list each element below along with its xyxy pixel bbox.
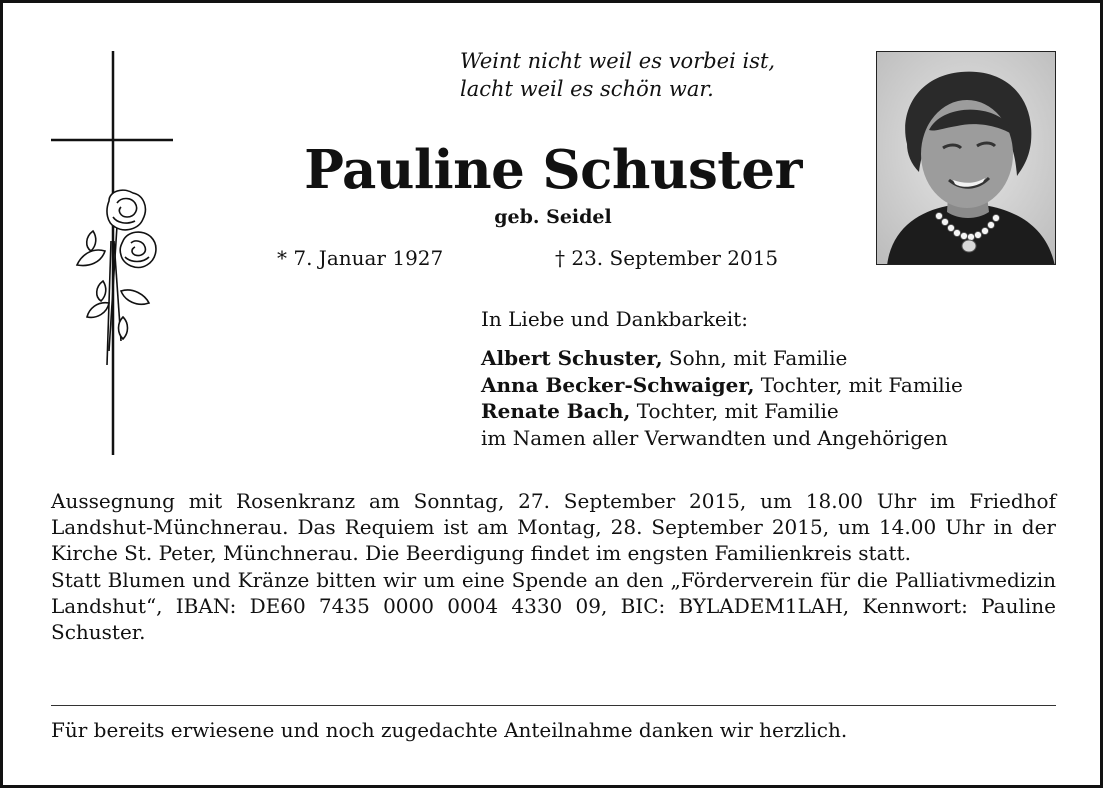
mourners-closing: im Namen aller Verwandten und Angehörigen — [481, 425, 948, 450]
mourners-intro: In Liebe und Dankbarkeit: — [481, 307, 748, 331]
portrait-photo — [876, 51, 1056, 265]
mourner-row — [481, 345, 963, 372]
mourner-relation: Tochter, mit Familie — [760, 372, 963, 397]
birth-date: * 7. Januar 1927 — [277, 246, 444, 270]
mourner-name: Renate Bach, — [481, 399, 631, 423]
thanks-line: Für bereits erwiesene und noch zugedachte Anteilnahme danken wir herzlich. — [51, 718, 848, 742]
maiden-name: geb. Seidel — [494, 206, 612, 228]
quote-line-1: Weint nicht weil es vorbei ist, — [460, 49, 776, 73]
mourners-list — [481, 345, 963, 451]
announcement-text — [51, 488, 1056, 645]
mourner-relation: Tochter, mit Familie — [636, 399, 839, 423]
mourner-name: Anna Becker-Schwaiger, — [481, 372, 755, 397]
announcement-paragraph-1: Aussegnung mit Rosenkranz am Sonntag, 27. September 2015, um 18.00 Uhr im Friedhof Landshut-Münchnerau. Das Requiem ist am Montag, 28. September 2015, um 14.00 Uhr in der Kirche St. Peter, Münchnerau. Die Beerdigung findet im engsten Familienkreis statt. — [51, 489, 1056, 566]
death-date: † 23. September 2015 — [555, 246, 779, 270]
cross-with-roses-icon — [51, 51, 175, 455]
portrait-image — [877, 52, 1056, 265]
quote-line-2: lacht weil es schön war. — [460, 77, 714, 101]
announcement-paragraph-2: Statt Blumen und Kränze bitten wir um eine Spende an den „Förderverein für die Palliativmedizin Landshut“, IBAN: DE60 7435 0000 0004 4330 09, BIC: BYLADEM1LAH, Kennwort: Pauline Schuster. — [51, 567, 1056, 645]
deceased-name: Pauline Schuster — [304, 139, 802, 201]
mourner-relation: Sohn, mit Familie — [668, 346, 848, 370]
divider — [51, 705, 1056, 706]
mourner-row — [481, 398, 963, 425]
mourner-row — [481, 372, 963, 399]
memorial-quote — [460, 47, 775, 103]
mourner-name: Albert Schuster, — [481, 346, 663, 370]
